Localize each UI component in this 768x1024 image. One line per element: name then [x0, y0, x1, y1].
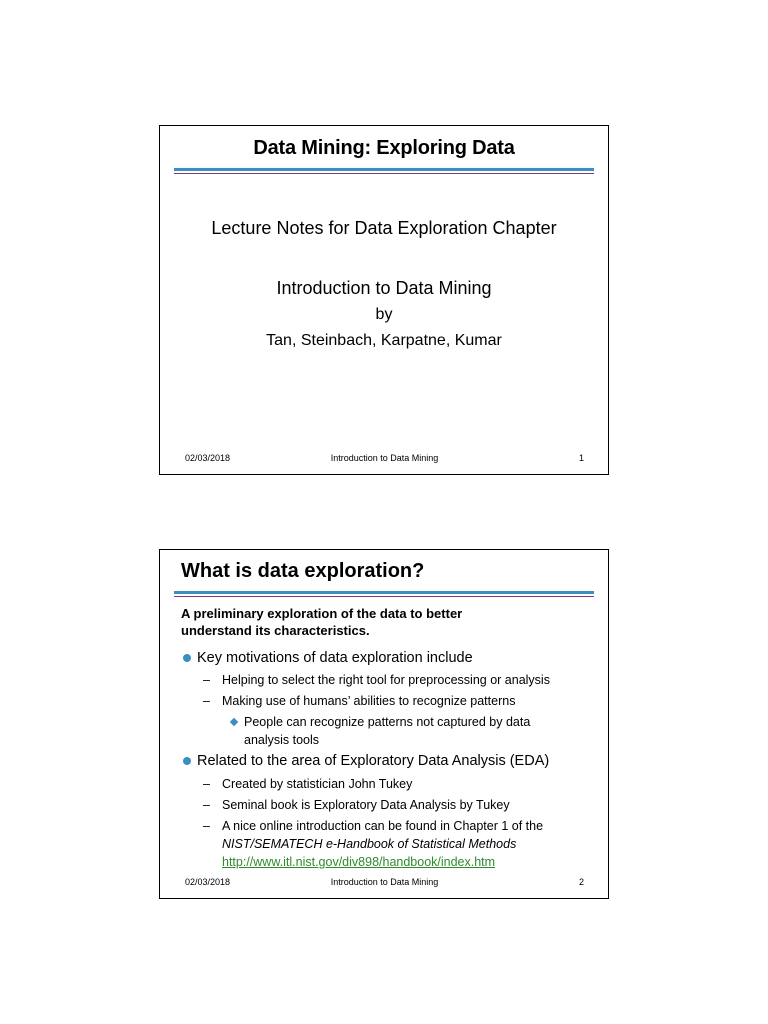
sub-bullet-text: Helping to select the right tool for preprocessing or analysis [222, 673, 550, 687]
sub-sub-bullet-text: analysis tools [244, 733, 320, 747]
diamond-bullet-icon [230, 718, 238, 726]
lead-line: A preliminary exploration of the data to better [181, 606, 463, 621]
book-title: Introduction to Data Mining [276, 278, 492, 298]
authors: Tan, Steinbach, Karpatne, Kumar [266, 332, 502, 349]
dash-icon: – [203, 798, 210, 812]
handbook-title: NIST/SEMATECH e-Handbook of Statistical Methods [222, 837, 517, 851]
slide-1 [159, 125, 609, 475]
footer-title: Introduction to Data Mining [330, 877, 439, 887]
sub-sub-bullet-item [244, 713, 574, 749]
slide-title: What is data exploration? [181, 560, 425, 582]
dash-icon: – [203, 777, 210, 791]
bullet-text: Related to the area of Exploratory Data Analysis (EDA) [197, 753, 550, 769]
slide-2 [159, 549, 609, 899]
subtitle: Lecture Notes for Data Exploration Chapter [211, 218, 557, 238]
dash-icon: – [203, 819, 210, 833]
dash-icon: – [203, 694, 210, 708]
dash-icon: – [203, 673, 210, 687]
sub-bullet-item [203, 671, 550, 689]
lead-line: understand its characteristics. [181, 623, 370, 638]
bullet-text: Key motivations of data exploration include [197, 650, 473, 666]
footer-title: Introduction to Data Mining [330, 453, 439, 463]
page-number: 1 [578, 453, 584, 463]
bullet-item [197, 650, 473, 666]
sub-bullet-item [203, 817, 544, 871]
bullet-dot-icon [183, 757, 191, 765]
sub-bullet-text: Created by statistician John Tukey [222, 777, 413, 791]
page-number: 2 [578, 877, 584, 887]
handbook-link[interactable]: http://www.itl.nist.gov/div898/handbook/index.htm [222, 855, 496, 869]
lead-statement [181, 605, 581, 639]
sub-bullet-item [203, 692, 516, 710]
footer-date: 02/03/2018 [185, 453, 231, 463]
title-underline [174, 591, 594, 599]
sub-sub-bullet-text: People can recognize patterns not captured by data [244, 715, 531, 729]
sub-bullet-item [203, 775, 413, 793]
bullet-dot-icon [183, 654, 191, 662]
slide-footer [185, 877, 584, 889]
bullet-item [197, 753, 549, 769]
footer-date: 02/03/2018 [185, 877, 231, 887]
slide-footer [185, 453, 584, 465]
sub-bullet-text: Making use of humans’ abilities to recognize patterns [222, 694, 516, 708]
sub-bullet-text: Seminal book is Exploratory Data Analysis by Tukey [222, 798, 510, 812]
sub-bullet-text: A nice online introduction can be found in Chapter 1 of the [222, 819, 544, 833]
sub-bullet-item [203, 796, 510, 814]
slide-title: Data Mining: Exploring Data [253, 137, 515, 159]
title-underline [174, 168, 594, 176]
by-text: by [375, 306, 393, 323]
